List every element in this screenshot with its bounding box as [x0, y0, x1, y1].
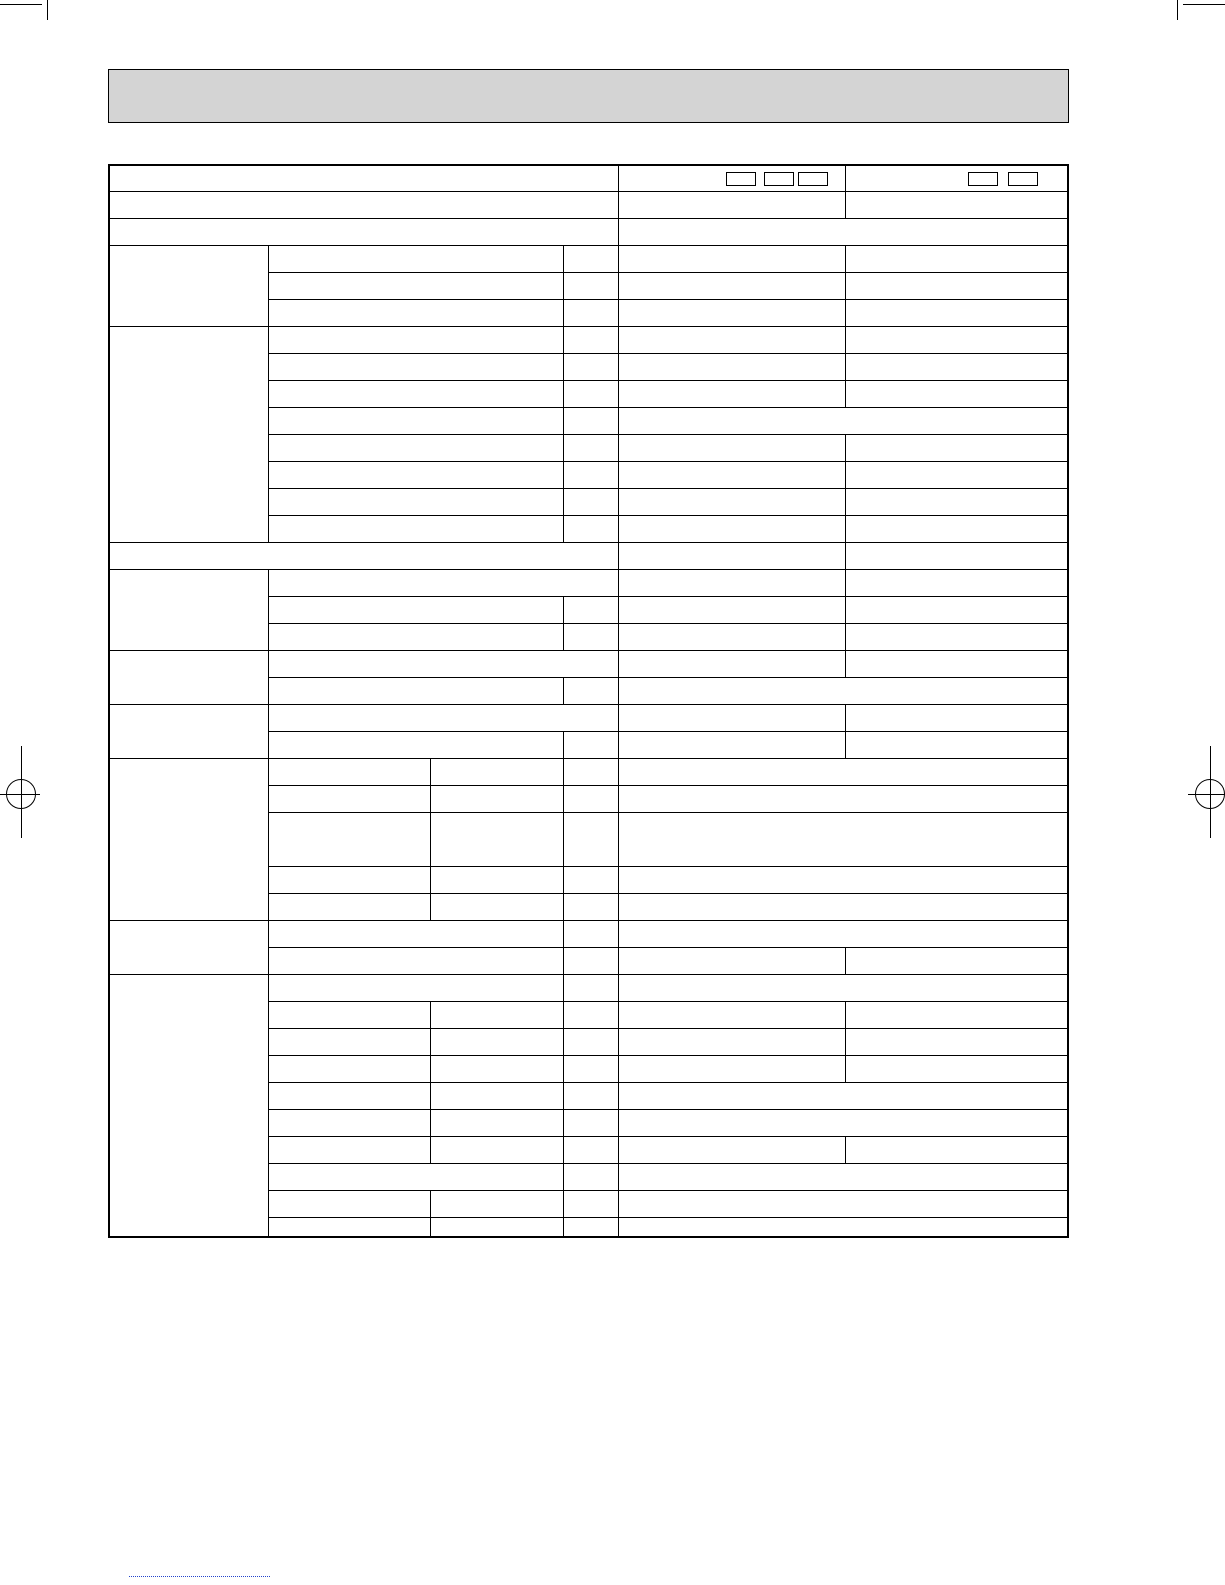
table-rule-full: [108, 758, 1069, 759]
model-badge-2: [764, 172, 794, 186]
table-rule-sub: [268, 380, 1069, 381]
table-col-model-split: [845, 1136, 846, 1163]
table-rule-sub: [268, 1163, 1069, 1164]
table-rule-sub: [268, 947, 1069, 948]
table-rule-sub: [268, 1082, 1069, 1083]
table-col-sublabel: [430, 1109, 431, 1163]
table-rule-full: [108, 650, 1069, 651]
table-rule-sub: [268, 515, 1069, 516]
table-col-model-split: [845, 245, 846, 407]
table-rule-full: [108, 326, 1069, 327]
table-rule-full: [108, 569, 1069, 570]
table-col-model-split: [845, 164, 846, 218]
model-badge-1: [726, 172, 756, 186]
table-rule-sub: [268, 272, 1069, 273]
table-rule-full: [108, 920, 1069, 921]
table-col-label-split: [268, 245, 269, 542]
table-col-unit: [563, 731, 564, 1238]
table-col-model-split: [845, 434, 846, 677]
table-col-label-split: [268, 569, 269, 1238]
table-rule-sub: [268, 434, 1069, 435]
table-rule-sub: [268, 353, 1069, 354]
table-col-sublabel: [430, 758, 431, 920]
table-col-unit: [563, 677, 564, 704]
table-rule-sub: [268, 488, 1069, 489]
table-rule-sub: [268, 407, 1069, 408]
table-rule-full: [108, 191, 1069, 192]
table-col-unit: [563, 245, 564, 542]
table-rule-inner: [430, 785, 1069, 786]
section-header-bar: [108, 69, 1069, 123]
registration-mark-right-v: [1210, 746, 1211, 838]
table-rule-sub: [268, 1055, 1069, 1056]
table-col-model-split: [845, 947, 846, 974]
table-col-value-start: [618, 164, 619, 1238]
model-badge-4: [968, 172, 998, 186]
table-rule-sub: [268, 1190, 1069, 1191]
table-rule-full: [108, 974, 1069, 975]
table-rule-sub: [268, 461, 1069, 462]
table-rule-full: [108, 704, 1069, 705]
table-rule-full: [108, 245, 1069, 246]
table-rule-inner: [430, 812, 1069, 813]
table-rule-sub: [268, 623, 1069, 624]
table-col-sublabel: [430, 1190, 431, 1238]
footer-link-underline[interactable]: [129, 1576, 270, 1578]
crop-mark-top-left: [0, 4, 42, 5]
table-rule-sub: [268, 1217, 1069, 1218]
registration-mark-left-h: [0, 794, 40, 795]
registration-mark-right-h: [1188, 794, 1225, 795]
table-rule-inner: [430, 893, 1069, 894]
table-rule-inner: [430, 866, 1069, 867]
crop-mark-top-right-v: [1177, 0, 1178, 20]
table-rule-sub: [268, 1136, 1069, 1137]
table-rule-sub: [268, 596, 1069, 597]
table-rule-sub: [268, 677, 1069, 678]
table-rule-sub: [268, 1109, 1069, 1110]
model-badge-5: [1008, 172, 1038, 186]
table-rule-full: [108, 542, 1069, 543]
table-rule-sub: [268, 731, 1069, 732]
crop-mark-top-right: [1183, 4, 1225, 5]
table-col-model-split: [845, 1001, 846, 1082]
table-rule-full: [108, 218, 1069, 219]
registration-mark-left-v: [21, 746, 22, 838]
table-col-unit: [563, 596, 564, 650]
table-rule-sub: [268, 1001, 1069, 1002]
model-badge-3: [798, 172, 828, 186]
table-rule-sub: [268, 1028, 1069, 1029]
table-col-model-split: [845, 704, 846, 758]
crop-mark-top-left-v: [47, 0, 48, 20]
table-col-sublabel: [430, 1001, 431, 1109]
table-rule-sub: [268, 299, 1069, 300]
